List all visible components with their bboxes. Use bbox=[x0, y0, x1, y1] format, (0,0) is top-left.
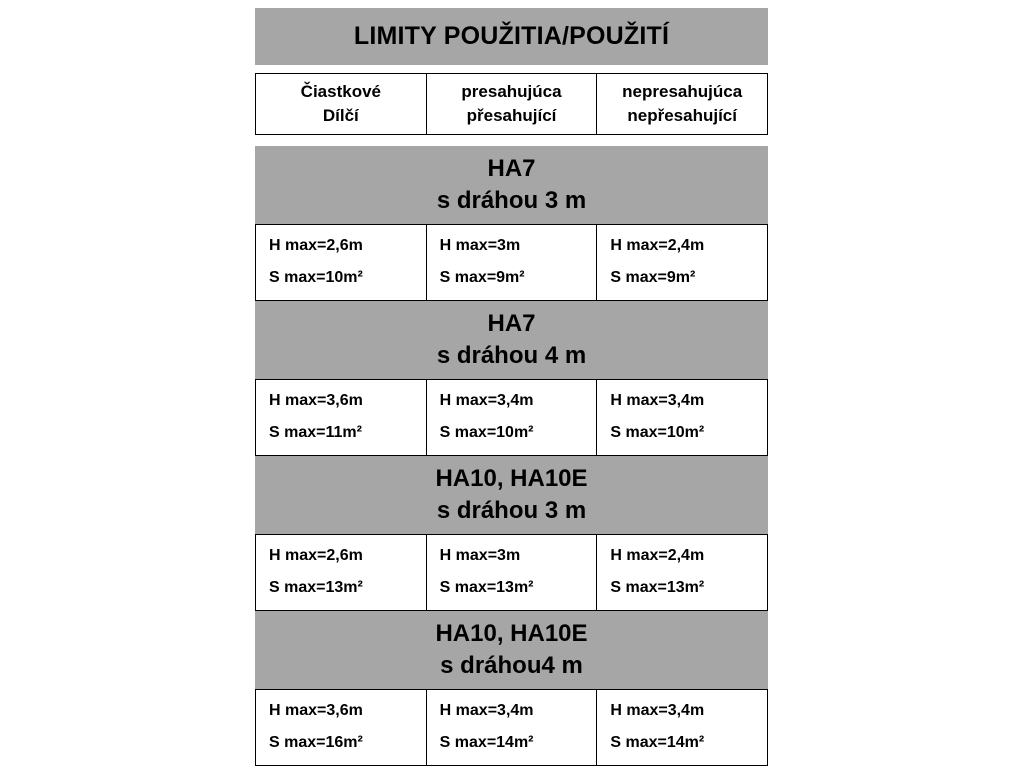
column-header-exceeding bbox=[427, 74, 598, 134]
column-header-line1: nepresahujúca bbox=[622, 82, 743, 102]
section-data-row bbox=[255, 689, 768, 766]
s-max-value: S max=10m² bbox=[439, 424, 534, 441]
data-cell bbox=[427, 380, 598, 455]
section-header bbox=[255, 456, 768, 534]
h-max-value: H max=3m bbox=[439, 547, 521, 564]
section-model: HA7 bbox=[487, 154, 536, 182]
s-max-value: S max=9m² bbox=[439, 269, 525, 286]
s-max-value: S max=16m² bbox=[269, 734, 363, 751]
s-max-value: S max=11m² bbox=[269, 424, 362, 441]
section-data-row bbox=[255, 224, 768, 301]
s-max-value: S max=13m² bbox=[610, 579, 705, 596]
h-max-value: H max=2,4m bbox=[610, 547, 705, 564]
h-max-value: H max=3,4m bbox=[610, 392, 705, 409]
section-header bbox=[255, 611, 768, 689]
column-header-line2: přesahující bbox=[466, 106, 557, 125]
s-max-value: S max=10m² bbox=[269, 269, 363, 286]
s-max-value: S max=9m² bbox=[610, 269, 696, 286]
data-cell bbox=[597, 535, 767, 610]
data-cell bbox=[256, 690, 427, 765]
s-max-value: S max=10m² bbox=[610, 424, 705, 441]
h-max-value: H max=2,4m bbox=[610, 237, 705, 254]
column-header-line2: Dílčí bbox=[322, 106, 359, 125]
h-max-value: H max=3,6m bbox=[269, 392, 363, 409]
section-data-row bbox=[255, 534, 768, 611]
section-model: HA7 bbox=[487, 309, 536, 337]
section-header bbox=[255, 301, 768, 379]
h-max-value: H max=3m bbox=[439, 237, 521, 254]
data-cell bbox=[597, 690, 767, 765]
s-max-value: S max=13m² bbox=[439, 579, 534, 596]
data-cell bbox=[256, 535, 427, 610]
h-max-value: H max=2,6m bbox=[269, 237, 363, 254]
h-max-value: H max=3,4m bbox=[439, 702, 534, 719]
section-ha10-4m bbox=[255, 611, 768, 766]
s-max-value: S max=13m² bbox=[269, 579, 363, 596]
data-cell bbox=[427, 535, 598, 610]
section-track: s dráhou 4 m bbox=[436, 342, 587, 369]
data-cell bbox=[427, 690, 598, 765]
section-data-row bbox=[255, 379, 768, 456]
column-header-not-exceeding bbox=[597, 74, 767, 134]
h-max-value: H max=3,4m bbox=[610, 702, 705, 719]
section-model: HA10, HA10E bbox=[435, 619, 588, 647]
data-cell bbox=[256, 225, 427, 300]
section-ha10-3m bbox=[255, 456, 768, 611]
table-title: LIMITY POUŽITIA/POUŽITÍ bbox=[255, 8, 768, 65]
column-header-line1: Čiastkové bbox=[300, 82, 381, 102]
data-cell bbox=[597, 380, 767, 455]
s-max-value: S max=14m² bbox=[610, 734, 705, 751]
section-ha7-4m bbox=[255, 301, 768, 456]
s-max-value: S max=14m² bbox=[439, 734, 534, 751]
h-max-value: H max=3,6m bbox=[269, 702, 363, 719]
column-header-row bbox=[255, 73, 768, 135]
data-cell bbox=[427, 225, 598, 300]
section-track: s dráhou4 m bbox=[440, 652, 583, 679]
section-track: s dráhou 3 m bbox=[436, 187, 587, 214]
data-cell bbox=[256, 380, 427, 455]
column-header-partial bbox=[256, 74, 427, 134]
h-max-value: H max=3,4m bbox=[439, 392, 534, 409]
h-max-value: H max=2,6m bbox=[269, 547, 363, 564]
column-header-line1: presahujúca bbox=[461, 82, 562, 102]
section-model: HA10, HA10E bbox=[435, 464, 588, 492]
limits-table bbox=[255, 8, 768, 766]
section-ha7-3m bbox=[255, 146, 768, 301]
column-header-line2: nepřesahující bbox=[627, 106, 737, 125]
section-header bbox=[255, 146, 768, 224]
section-track: s dráhou 3 m bbox=[436, 497, 587, 524]
data-cell bbox=[597, 225, 767, 300]
